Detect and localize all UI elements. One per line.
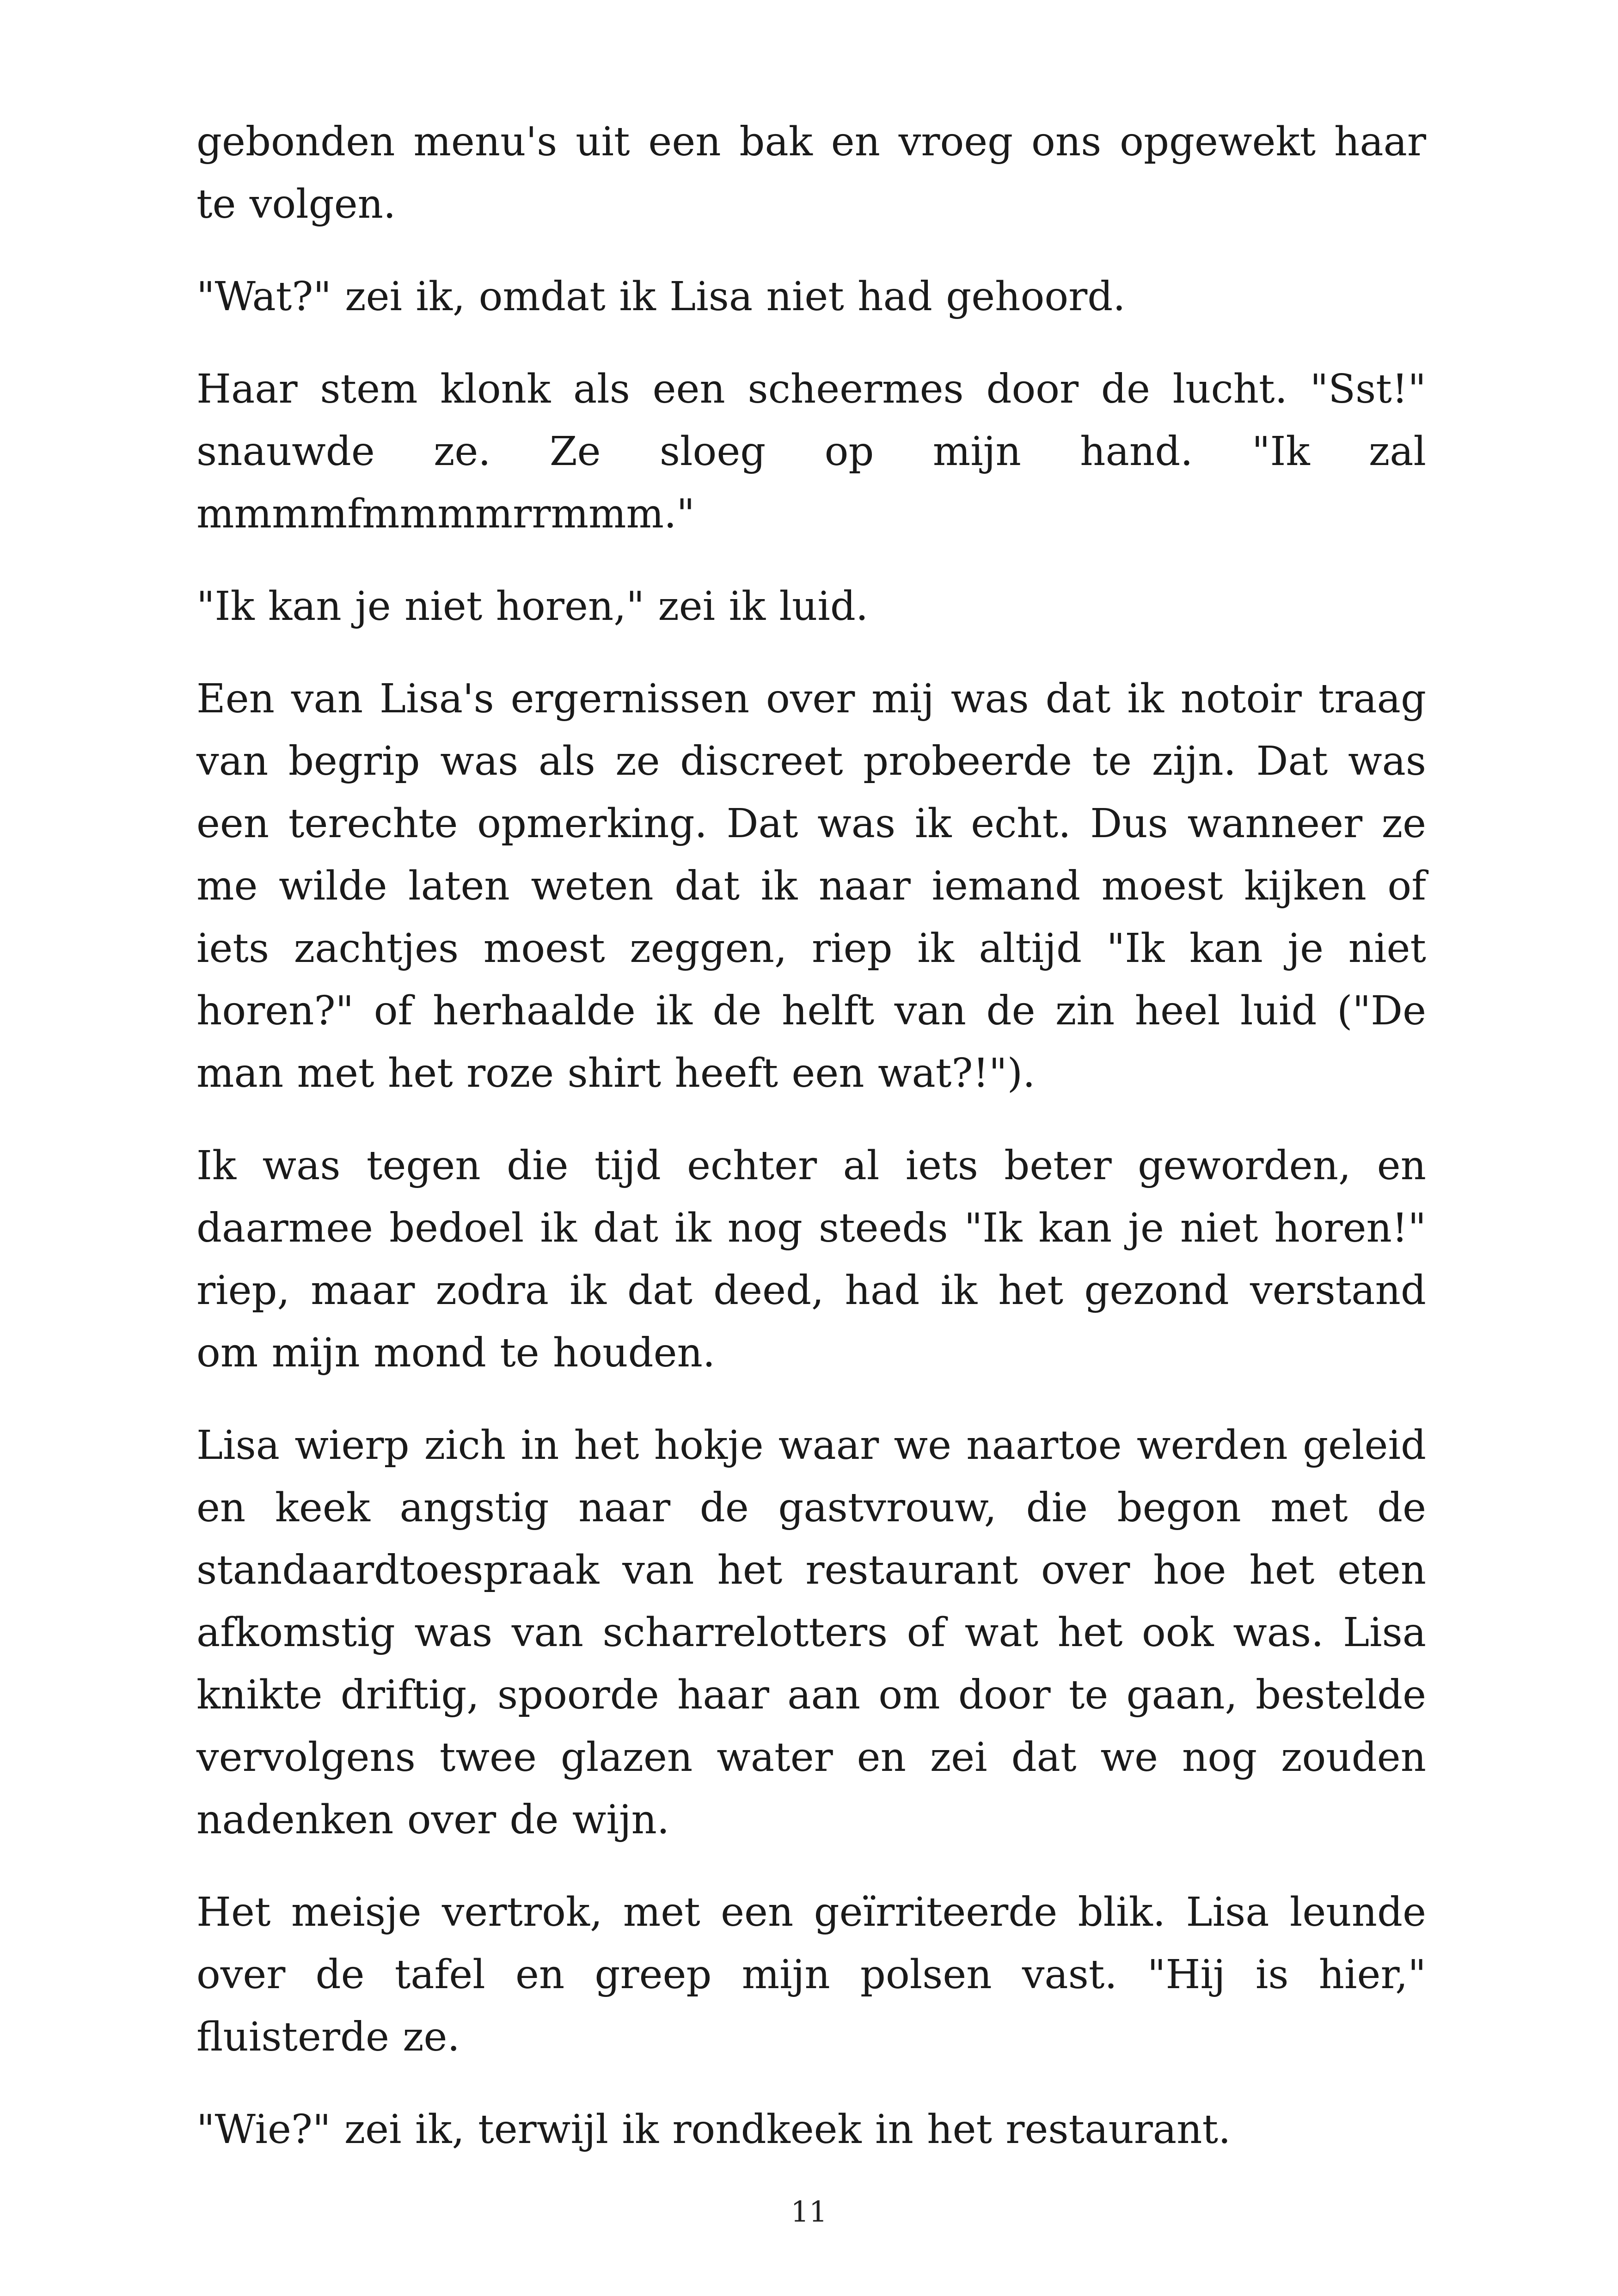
paragraph-6: Ik was tegen die tijd echter al iets beter geworden, en daarmee bedoel ik dat ik nog steeds "Ik kan je niet horen!" riep, maar zodra ik dat deed, had ik het gezond verstand om mijn mond te houden. — [196, 1143, 1426, 1376]
paragraph-1: gebonden menu's uit een bak en vroeg ons opgewekt haar te volgen. — [196, 119, 1426, 227]
paragraph-8: Het meisje vertrok, met een geïrriteerde blik. Lisa leunde over de tafel en greep mijn polsen vast. "Hij is hier," fluisterde ze. — [196, 1889, 1426, 2060]
body-text — [196, 111, 1426, 2191]
paragraph-4: "Ik kan je niet horen," zei ik luid. — [196, 583, 869, 630]
paragraph-2: "Wat?" zei ik, omdat ik Lisa niet had gehoord. — [196, 274, 1126, 320]
paragraph-9: "Wie?" zei ik, terwijl ik rondkeek in het restaurant. — [196, 2106, 1231, 2153]
paragraph-3: Haar stem klonk als een scheermes door de lucht. "Sst!" snauwde ze. Ze sloeg op mijn hand. "Ik zal mmmmfmmmmrrmmm." — [196, 366, 1426, 537]
paragraph-5: Een van Lisa's ergernissen over mij was dat ik notoir traag van begrip was als ze discreet probeerde te zijn. Dat was een terechte opmerking. Dat was ik echt. Dus wanneer ze me wilde laten weten dat ik naar iemand moest kijken of iets zachtjes moest zeggen, riep ik altijd "Ik kan je niet horen?" of herhaalde ik de helft van de zin heel luid ("De man met het roze shirt heeft een wat?!"). — [196, 676, 1426, 1096]
paragraph-7: Lisa wierp zich in het hokje waar we naartoe werden geleid en keek angstig naar de gastvrouw, die begon met de standaardtoespraak van het restaurant over hoe het eten afkomstig was van scharrelotters of wat het ook was. Lisa knikte driftig, spoorde haar aan om door te gaan, bestelde vervolgens twee glazen water en zei dat we nog zouden nadenken over de wijn. — [196, 1422, 1426, 1843]
page-number: 11 — [791, 2195, 827, 2229]
